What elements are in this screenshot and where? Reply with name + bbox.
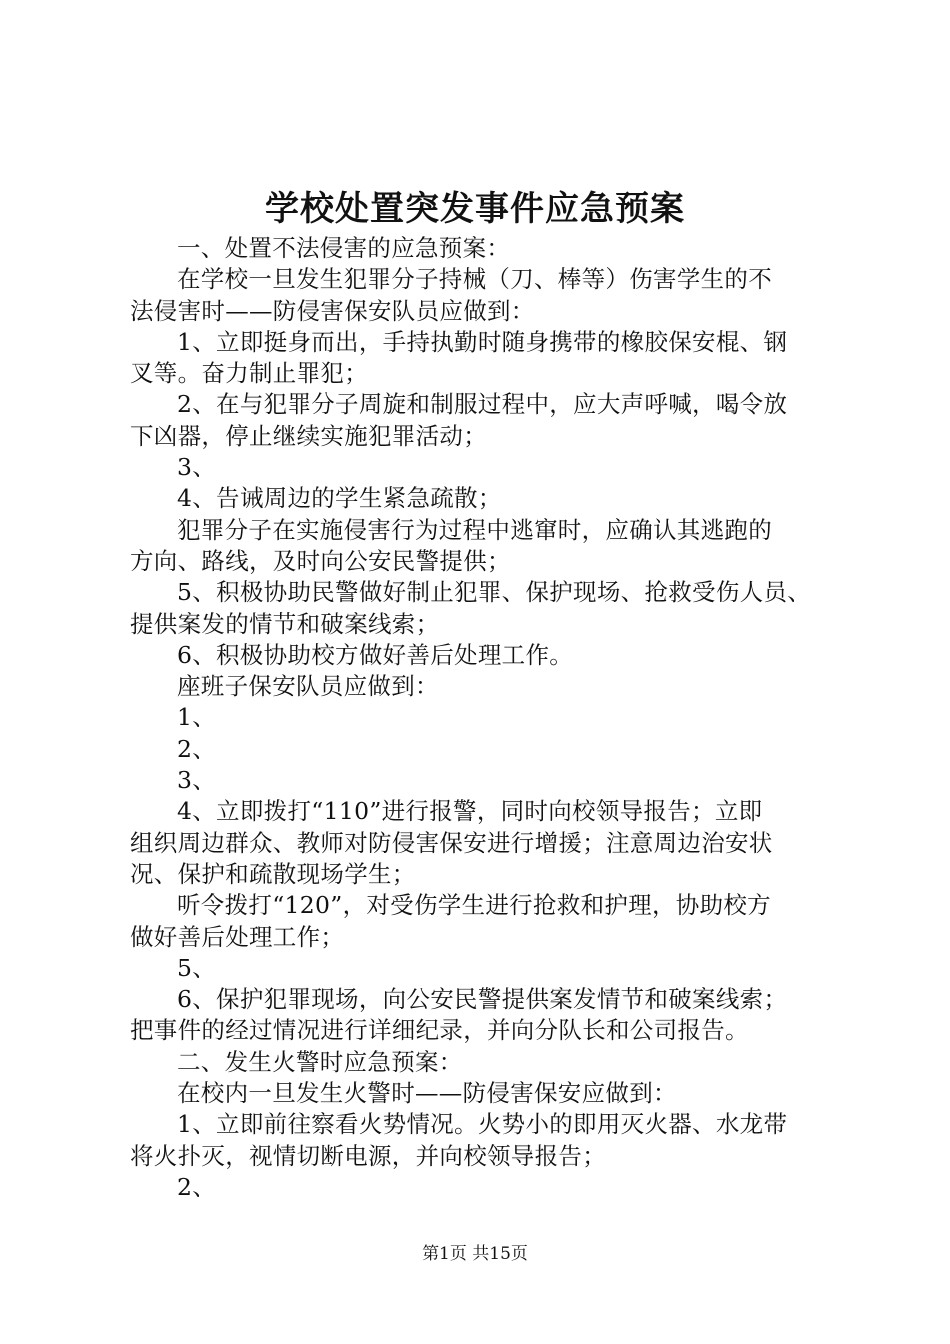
body-line: 将火扑灭，视情切断电源，并向校领导报告； [130, 1141, 606, 1170]
body-line: 座班子保安队员应做到： [177, 672, 439, 701]
body-line: 6、保护犯罪现场，向公安民警提供案发情节和破案线索； [177, 985, 788, 1014]
body-line: 法侵害时——防侵害保安队员应做到： [130, 296, 535, 325]
body-line: 听令拨打“120”，对受伤学生进行抢救和护理，协助校方 [177, 891, 771, 920]
body-line: 犯罪分子在实施侵害行为过程中逃窜时，应确认其逃跑的 [177, 515, 772, 544]
body-line: 下凶器，停止继续实施犯罪活动； [130, 421, 487, 450]
body-line: 1、立即挺身而出，手持执勤时随身携带的橡胶保安棍、钢 [177, 327, 788, 356]
body-line: 叉等。奋力制止罪犯； [130, 359, 368, 388]
body-line: 5、积极协助民警做好制止犯罪、保护现场、抢救受伤人员、 [177, 578, 812, 607]
body-line: 在校内一旦发生火警时——防侵害保安应做到： [177, 1079, 677, 1108]
body-line: 2、在与犯罪分子周旋和制服过程中，应大声呼喊，喝令放 [177, 390, 788, 419]
document-body [130, 233, 830, 1203]
body-line: 5、 [177, 953, 217, 982]
body-line: 一、处置不法侵害的应急预案： [177, 234, 511, 262]
page-footer: 第1页 共15页 [422, 1244, 528, 1264]
body-line: 4、立即拨打“110”进行报警，同时向校领导报告；立即 [177, 797, 763, 826]
body-line: 况、保护和疏散现场学生； [130, 859, 416, 888]
body-line: 方向、路线，及时向公安民警提供； [130, 546, 511, 575]
body-line: 4、告诫周边的学生紧急疏散； [177, 484, 502, 513]
document-title: 学校处置突发事件应急预案 [265, 189, 685, 229]
body-line: 1、 [177, 703, 217, 732]
body-line: 3、 [177, 453, 217, 482]
body-line: 组织周边群众、教师对防侵害保安进行增援；注意周边治安状 [130, 828, 773, 857]
body-line: 2、 [177, 1172, 217, 1201]
body-line: 3、 [177, 766, 217, 795]
body-line: 1、立即前往察看火势情况。火势小的即用灭火器、水龙带 [177, 1110, 788, 1139]
body-line: 6、积极协助校方做好善后处理工作。 [177, 640, 574, 669]
body-line: 二、发生火警时应急预案： [177, 1047, 463, 1076]
body-line: 做好善后处理工作； [130, 922, 345, 951]
body-line: 把事件的经过情况进行详细纪录，并向分队长和公司报告。 [130, 1016, 749, 1045]
body-line: 提供案发的情节和破案线索； [130, 609, 440, 638]
body-line: 2、 [177, 734, 217, 763]
body-line: 在学校一旦发生犯罪分子持械（刀、棒等）伤害学生的不 [177, 265, 772, 294]
